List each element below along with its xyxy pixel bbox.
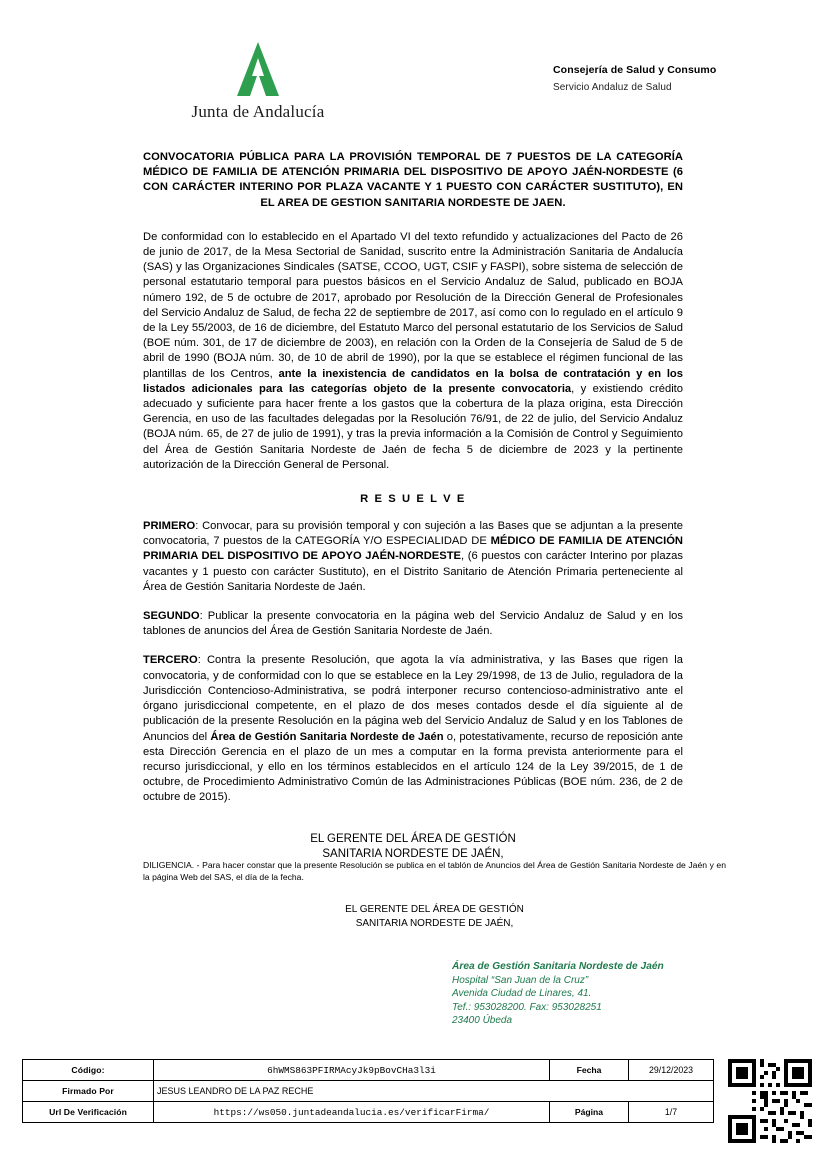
pagina-label: Página [550, 1102, 629, 1123]
primero-label: PRIMERO [143, 520, 196, 533]
address-postal: 23400 Úbeda [452, 1015, 513, 1026]
tercero-part-1: : Contra la presente Resolución, que agota la vía administrativa, y las Bases que rigen la convocatoria, y de conformidad con lo que se establece en la Ley 29/1998, de 13 de Julio, reguladora de la Jurisdicción Contencioso-Administrativa, se podrá interponer recurso contencioso-administrativo ante el órgano jurisdiccional competente, en el plazo de dos meses contados desde el día siguiente al de publicación de la presente Resolución en la página web del Servicio Andaluz de Salud y en los Tablones de Anuncios del [143, 654, 683, 743]
firmado-label: Firmado Por [23, 1081, 154, 1102]
qr-code-icon [728, 1059, 812, 1143]
primero-bold: MÉDICO DE FAMILIA DE ATENCIÓN PRIMARIA DEL DISPOSITIVO DE APOYO JAÉN-NORDESTE [143, 535, 683, 563]
diligencia-text: DILIGENCIA. - Para hacer constar que la presente Resolución se publica en el tablón de Anuncios del Área de Gestión Sanitaria Nordeste de Jaén y en la página Web del SAS, el día de la fecha. [143, 860, 726, 882]
preamble-part-1: De conformidad con lo establecido en el Apartado VI del texto refundido y actualizaciones del Pacto de 26 de junio de 2017, de la Mesa Sectorial de Sanidad, suscrito entre la Administración Sanitaria de Andalucía (SAS) y las Organizaciones Sindicales (SATSE, CCOO, UGT, CSIF y FASPI), sobre sistema de selección de personal estatutario temporal para puestos básicos en el Servicio Andaluz de Salud, publicado en BOJA número 192, de 5 de octubre de 2017, aprobado por Resolución de la Dirección General de Profesionales del Servicio Andaluz de Salud, de fecha 22 de septiembre de 2017, así como con lo regulado en el artículo 9 de la Ley 55/2003, de 16 de diciembre, del Estatuto Marco del personal estatutario de los Servicios de Salud (BOE núm. 301, de 17 de diciembre de 2003), en relación con la Orden de la Consejería de Salud de 5 de abril de 1990 (BOJA núm. 30, de 10 de abril de 1990), por la que se establece el régimen funcional de las plantillas de los Centros, [143, 230, 683, 380]
url-label: Url De Verificación [23, 1102, 154, 1123]
table-row [23, 1102, 714, 1123]
junta-logo-text: Junta de Andalucía [191, 102, 325, 121]
address-hospital: Hospital “San Juan de la Cruz” [452, 974, 589, 986]
tercero-label: TERCERO [143, 654, 198, 667]
diligencia-signature [143, 903, 726, 930]
address-phone: Tef.: 953028200. Fax: 953028251 [452, 1001, 602, 1013]
resuelve-heading: R E S U E L V E [360, 493, 466, 506]
pagina-value: 1/7 [629, 1102, 714, 1123]
servicio-name: Servicio Andaluz de Salud [553, 82, 672, 93]
paragraph-segundo [143, 609, 683, 639]
signature-line-1: EL GERENTE DEL ÁREA DE GESTIÓN [310, 832, 516, 845]
tercero-part-2: o, potestativamente, recurso de reposición ante esta Dirección Gerencia en el plazo de un mes a computar en la forma prevista anteriormente para el recurso jurisdiccional, y ello en los términos establecidos en el artículo 124 de la Ley 39/2015, de 1 de octubre, de Procedimiento Administrativo Común de las Administraciones Públicas (BOE núm. 236, de 2 de octubre de 2015). [143, 730, 683, 804]
diligencia-block [143, 860, 726, 930]
address-organization: Área de Gestión Sanitaria Nordeste de Jaén [452, 961, 664, 972]
address-block [452, 960, 772, 1028]
signature-block [143, 832, 683, 863]
signature-line-2: SANITARIA NORDESTE DE JAÉN, [322, 848, 504, 861]
junta-de-andalucia-logo-icon [143, 40, 373, 98]
address-street: Avenida Ciudad de Linares, 41. [452, 988, 592, 999]
codigo-label: Código: [23, 1060, 154, 1081]
preamble-bold: ante la inexistencia de candidatos en la bolsa de contratación y en los listados adicionales para las categorías objeto de la presente convocatoria [143, 367, 683, 395]
document-body [143, 150, 683, 863]
segundo-text: : Publicar la presente convocatoria en la página web del Servicio Andaluz de Salud y en los tablones de anuncios del Área de Gestión Sanitaria Nordeste de Jaén. [143, 610, 683, 638]
verification-table [22, 1059, 714, 1123]
verification-footer [22, 1059, 804, 1147]
primero-part-2: , (6 puestos con carácter Interino por plazas vacantes y 1 puesto con carácter Sustituto), en el Distrito Sanitario de Atención Primaria perteneciente al Área de Gestión Sanitaria Nordeste de Jaén. [143, 550, 683, 593]
document-header [0, 40, 826, 135]
consejeria-name: Consejería de Salud y Consumo [553, 64, 717, 76]
preamble-part-2: , y existiendo crédito adecuado y suficiente para hacer frente a los gastos que la cobertura de la plaza origina, esta Dirección Gerencia, en uso de las facultades delegadas por la Resolución 76/91, de 22 de julio, del Servicio Andaluz (BOJA núm. 65, de 27 de julio de 1991), y tras la previa información a la Comisión de Control y Seguimiento del Área de Gestión Sanitaria Nordeste de Jaén de fecha 5 de diciembre de 2023 y la pertinente autorización de la Dirección General de Personal. [143, 382, 684, 471]
department-block [553, 64, 813, 93]
document-title: CONVOCATORIA PÚBLICA PARA LA PROVISIÓN TEMPORAL DE 7 PUESTOS DE LA CATEGORÍA MÉDICO DE FAMILIA DE ATENCIÓN PRIMARIA DEL DISPOSITIVO DE APOYO JAÉN-NORDESTE (6 CON CARÁCTER INTERINO POR PLAZA VACANTE Y 1 PUESTO CON CARÁCTER SUSTITUTO), EN EL AREA DE GESTION SANITARIA NORDESTE DE JAEN. [143, 151, 683, 209]
fecha-value: 29/12/2023 [629, 1060, 714, 1081]
firmado-value: JESUS LEANDRO DE LA PAZ RECHE [154, 1081, 714, 1102]
segundo-label: SEGUNDO [143, 610, 200, 623]
paragraph-primero [143, 519, 683, 595]
diligencia-signature-line-1: EL GERENTE DEL ÁREA DE GESTIÓN [345, 904, 524, 916]
tercero-bold: Área de Gestión Sanitaria Nordeste de Jaén [210, 730, 444, 743]
url-value[interactable]: https://ws050.juntadeandalucia.es/verificarFirma/ [154, 1102, 550, 1123]
diligencia-signature-line-2: SANITARIA NORDESTE DE JAÉN, [355, 917, 514, 929]
table-row [23, 1081, 714, 1102]
codigo-value: 6hWMS863PFIRMAcyJk9pBovCHa3l3i [154, 1060, 550, 1081]
primero-part-1: : Convocar, para su provisión temporal y con sujeción a las Bases que se adjuntan a la presente convocatoria, 7 puestos de la CATEGORÍA Y/O ESPECIALIDAD DE [143, 520, 683, 548]
table-row [23, 1060, 714, 1081]
paragraph-preamble [143, 230, 683, 473]
junta-logo-block [143, 40, 373, 122]
paragraph-tercero [143, 653, 683, 805]
fecha-label: Fecha [550, 1060, 629, 1081]
